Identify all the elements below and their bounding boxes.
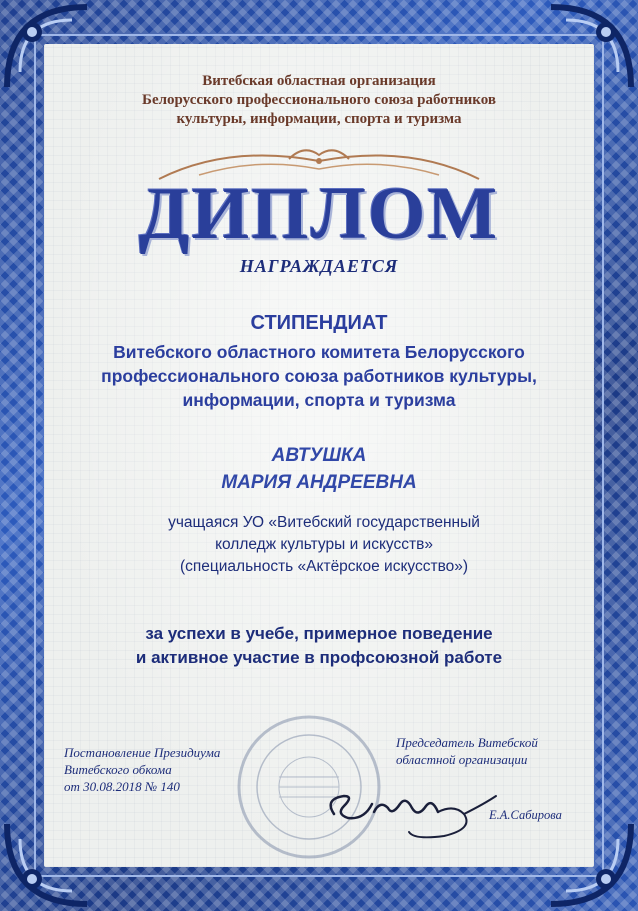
reason-line-2: и активное участие в профсоюзной работе: [135, 648, 503, 667]
recipient-given-names: МАРИЯ АНДРЕЕВНА: [221, 472, 417, 493]
scholar-heading: СТИПЕНДИАТ: [250, 312, 388, 334]
scholar-line-1: Витебского областного комитета Белорусского: [113, 342, 525, 362]
chair-name: Е.А.Сабирова: [489, 808, 562, 822]
study-line-3: (специальность «Актёрское искусство»): [179, 558, 469, 575]
recipient-name: [44, 442, 594, 496]
decree-reference: [64, 744, 274, 795]
recipient-surname: АВТУШКА: [271, 445, 367, 466]
decree-line-2: Витебского обкома: [64, 762, 172, 777]
organization-header: [44, 72, 594, 129]
organization-line-1: Витебская областная организация: [202, 73, 436, 89]
decree-line-3: от 30.08.2018 № 140: [64, 779, 180, 794]
chair-line-1: Председатель Витебской: [396, 735, 538, 750]
chair-line-2: областной организации: [396, 752, 528, 767]
awarded-label: НАГРАЖДАЕТСЯ: [239, 256, 399, 276]
organization-line-3: культуры, информации, спорта и туризма: [176, 111, 462, 127]
study-info: [104, 512, 544, 578]
reason-line-1: за успехи в учебе, примерное поведение: [145, 624, 493, 643]
award-reason: [84, 622, 554, 670]
diploma-title: ДИПЛОМ: [138, 173, 500, 255]
organization-line-2: Белорусского профессионального союза работников: [142, 92, 496, 108]
study-line-1: учащаяся УО «Витебский государственный: [168, 514, 480, 531]
scholar-line-2: профессионального союза работников культуры,: [101, 366, 537, 386]
decree-line-1: Постановление Президиума: [64, 745, 221, 760]
chair-title: [396, 734, 596, 768]
signature-icon: [314, 774, 504, 854]
study-line-2: колледж культуры и искусств»: [215, 536, 433, 553]
diploma-paper: [44, 44, 594, 867]
scholar-line-3: информации, спорта и туризма: [182, 390, 456, 410]
scholar-description: [84, 340, 554, 412]
